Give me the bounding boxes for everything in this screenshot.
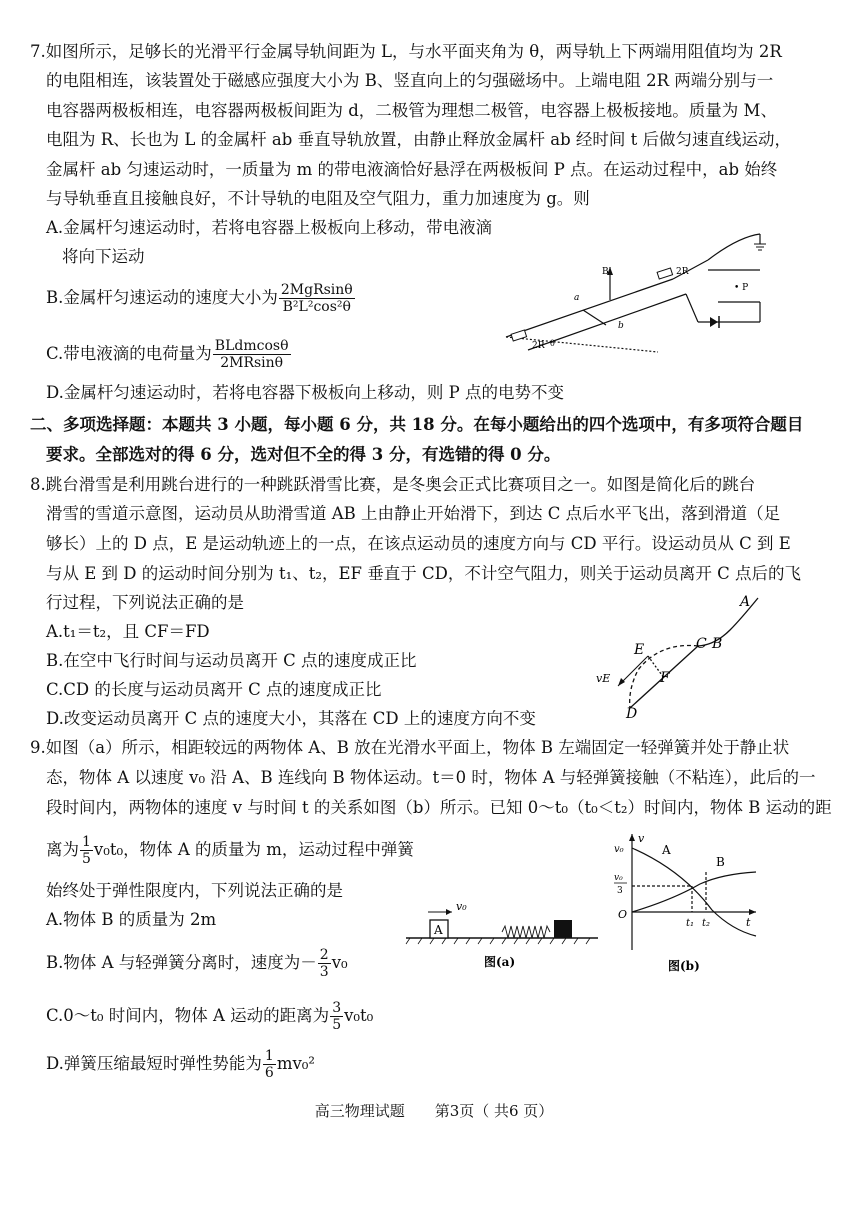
- fig9b-label-v0: v₀: [614, 844, 624, 855]
- fig7-label-2r-upper: 2R: [676, 267, 689, 277]
- fig9b-curve-b: B: [716, 855, 725, 869]
- q7-option-b-fraction: [279, 282, 355, 315]
- q7-option-c-fraction: [213, 338, 291, 371]
- fig9b-origin: O: [618, 908, 628, 921]
- q7-option-b-denominator: B²L²cos²θ: [282, 299, 351, 315]
- fig9b-caption: 图(b): [668, 959, 700, 973]
- q9-option-b-fraction: [318, 947, 331, 980]
- block-b-icon: [554, 920, 572, 938]
- fig8-label-a: A: [740, 594, 751, 610]
- q9-line-5: 始终处于弹性限度内，下列说法正确的是: [46, 881, 343, 900]
- q9-option-d-suffix: mv₀²: [276, 1054, 316, 1073]
- x-axis-arrow-icon: [749, 909, 756, 915]
- fig8-label-e: E: [634, 642, 645, 658]
- q9-option-c-text: C.0～t₀ 时间内，物体 A 运动的距离为: [46, 1006, 330, 1025]
- fig9b-label-t1: t₁: [686, 918, 695, 929]
- q9-line-4-numerator: 1: [82, 834, 91, 850]
- q8-line-5: 行过程，下列说法正确的是: [46, 593, 244, 612]
- fig9a-caption: 图(a): [484, 955, 516, 969]
- q9-option-d-fraction: [263, 1048, 276, 1081]
- q9-figure-b-velocity-graph: [612, 830, 762, 978]
- spring-icon: [502, 926, 550, 938]
- velocity-arrow-icon: [618, 678, 625, 686]
- fig8-label-f: F: [660, 670, 670, 686]
- q9-option-c-suffix: v₀t₀: [344, 1006, 374, 1025]
- q8-line-3: 够长）上的 D 点，E 是运动轨迹上的一点，在该点运动员的速度方向与 CD 平行。设运动员从 C 到 E: [46, 534, 791, 553]
- fig9b-label-t2: t₂: [702, 918, 711, 929]
- y-axis-arrow-icon: [629, 834, 635, 841]
- q7-option-c-text: C.带电液滴的电荷量为: [46, 344, 212, 363]
- q7-option-d: D.金属杆匀速运动时，若将电容器下极板向上移动，则 P 点的电势不变: [46, 383, 564, 402]
- q7-rail-circuit-figure: [498, 222, 768, 362]
- q9-option-b-numerator: 2: [319, 947, 329, 963]
- q8-option-b: B.在空中飞行时间与运动员离开 C 点的速度成正比: [46, 651, 417, 670]
- q9-option-d-text: D.弹簧压缩最短时弹性势能为: [46, 1054, 262, 1073]
- arrow-right-icon: [446, 909, 452, 915]
- fig9b-label-v0-over-3-num: v₀: [614, 873, 623, 883]
- fig9a-label-a: A: [434, 923, 443, 937]
- q7-line-5: 金属杆 ab 匀速运动时，一质量为 m 的带电液滴恰好悬浮在两极板间 P 点。在运动过程中，ab 始终: [46, 160, 778, 179]
- q9-option-a: A.物体 B 的质量为 2m: [46, 910, 217, 929]
- fig8-label-c: C: [696, 636, 707, 652]
- fig7-label-theta: θ: [550, 339, 555, 348]
- fig8-label-b: B: [712, 636, 723, 652]
- q7-option-a-line-2: 将向下运动: [62, 247, 145, 266]
- q7-line-6: 与导轨垂直且接触良好，不计导轨的电阻及空气阻力，重力加速度为 g。则: [46, 189, 590, 208]
- fig9b-curve-a: A: [662, 843, 671, 857]
- q9-option-d-numerator: 1: [264, 1048, 274, 1064]
- fig9a-label-v0: v₀: [456, 900, 467, 913]
- q9-option-c-fraction: [330, 1000, 343, 1033]
- q9-option-d-denominator: 6: [264, 1065, 274, 1081]
- upper-resistor-icon: [657, 268, 672, 279]
- section-2-heading-line-1: 二、多项选择题：本题共 3 小题，每小题 6 分，共 18 分。在每小题给出的四个选项中，有多项符合题目: [30, 415, 804, 434]
- q7-line-3: 电容器两极板相连，电容器两极板间距为 d，二极管为理想二极管，电容器上极板接地。质量为 M、: [46, 101, 777, 120]
- fig7-label-p: • P: [734, 283, 749, 293]
- q8-line-4: 与从 E 到 D 的运动时间分别为 t₁、t₂，EF 垂直于 CD，不计空气阻力，则关于运动员离开 C 点后的飞: [46, 564, 801, 583]
- q9-figure-a: [402, 890, 602, 970]
- lower-resistor-icon: [511, 330, 526, 341]
- q8-ski-jump-figure: [590, 590, 765, 720]
- q9-line-3: 段时间内，两物体的速度 v 与时间 t 的关系如图（b）所示。已知 0～t₀（t₀＜t₂）时间内，物体 B 运动的距: [46, 798, 832, 817]
- q8-option-a: A.t₁＝t₂，且 CF＝FD: [46, 622, 210, 641]
- fig8-label-ve: vE: [596, 672, 611, 685]
- q7-option-c: [46, 338, 292, 371]
- q9-option-b-text: B.物体 A 与轻弹簧分离时，速度为－: [46, 953, 317, 972]
- q9-option-b: [46, 947, 348, 980]
- q8-option-c: C.CD 的长度与运动员离开 C 点的速度成正比: [46, 680, 382, 699]
- q7-line-2: 的电阻相连，该装置处于磁感应强度大小为 B、竖直向上的匀强磁场中。上端电阻 2R 两端分别与一: [46, 71, 774, 90]
- q9-line-1: 9.如图（a）所示，相距较远的两物体 A、B 放在光滑水平面上，物体 B 左端固定一轻弹簧并处于静止状: [30, 738, 790, 757]
- fig9b-axis-v: v: [638, 832, 645, 845]
- q7-line-1: 7.如图所示，足够长的光滑平行金属导轨间距为 L，与水平面夹角为 θ，两导轨上下两端用阻值均为 2R: [30, 42, 782, 61]
- q7-option-b-numerator: 2MgRsinθ: [280, 282, 353, 298]
- fig7-label-b-field: B: [602, 267, 609, 277]
- q7-option-b-text: B.金属杆匀速运动的速度大小为: [46, 288, 278, 307]
- fig7-label-2r-lower: 2R: [532, 341, 545, 351]
- q7-option-c-numerator: BLdmcosθ: [214, 338, 289, 354]
- fig9b-label-v0-over-3-den: 3: [617, 886, 623, 896]
- q7-option-c-denominator: 2MRsinθ: [220, 355, 284, 371]
- q9-option-c-denominator: 5: [332, 1017, 342, 1033]
- fig7-label-a: a: [574, 293, 580, 303]
- q9-option-b-denominator: 3: [319, 964, 329, 980]
- q9-line-4-fraction: [80, 834, 93, 867]
- q9-option-c: [46, 1000, 373, 1033]
- section-2-heading-line-2: 要求。全部选对的得 6 分，选对但不全的得 3 分，有选错的得 0 分。: [46, 445, 561, 464]
- q9-option-b-suffix: v₀: [331, 953, 348, 972]
- page-footer: 高三物理试题 第3页（ 共6 页）: [314, 1102, 554, 1120]
- q7-option-a-line-1: A.金属杆匀速运动时，若将电容器上极板向上移动，带电液滴: [46, 218, 493, 237]
- q7-option-b: [46, 282, 356, 315]
- q8-line-2: 滑雪的雪道示意图，运动员从助滑雪道 AB 上由静止开始滑下，到达 C 点后水平飞出，落到滑道（足: [46, 504, 781, 523]
- fig7-label-b: b: [618, 321, 624, 331]
- q8-line-1: 8.跳台滑雪是利用跳台进行的一种跳跃滑雪比赛，是冬奥会正式比赛项目之一。如图是简化后的跳台: [30, 475, 756, 494]
- q9-line-4-suffix: v₀t₀，物体 A 的质量为 m，运动过程中弹簧: [93, 840, 414, 859]
- q8-option-d: D.改变运动员离开 C 点的速度大小，其落在 CD 上的速度方向不变: [46, 709, 536, 728]
- q9-option-d: [46, 1048, 315, 1081]
- diode-icon: [710, 317, 718, 327]
- q9-line-4: [46, 834, 414, 867]
- fig8-label-d: D: [626, 706, 638, 720]
- q9-line-4-denominator: 5: [82, 851, 91, 867]
- q9-line-2: 态，物体 A 以速度 v₀ 沿 A、B 连线向 B 物体运动。t＝0 时，物体 A 与轻弹簧接触（不粘连），此后的一: [46, 768, 816, 787]
- q7-line-4: 电阻为 R、长也为 L 的金属杆 ab 垂直导轨放置，由静止释放金属杆 ab 经时间 t 后做匀速直线运动，: [46, 130, 792, 149]
- fig9b-axis-t: t: [746, 916, 751, 929]
- q9-line-4-prefix: 离为: [46, 840, 79, 859]
- q9-option-c-numerator: 3: [332, 1000, 342, 1016]
